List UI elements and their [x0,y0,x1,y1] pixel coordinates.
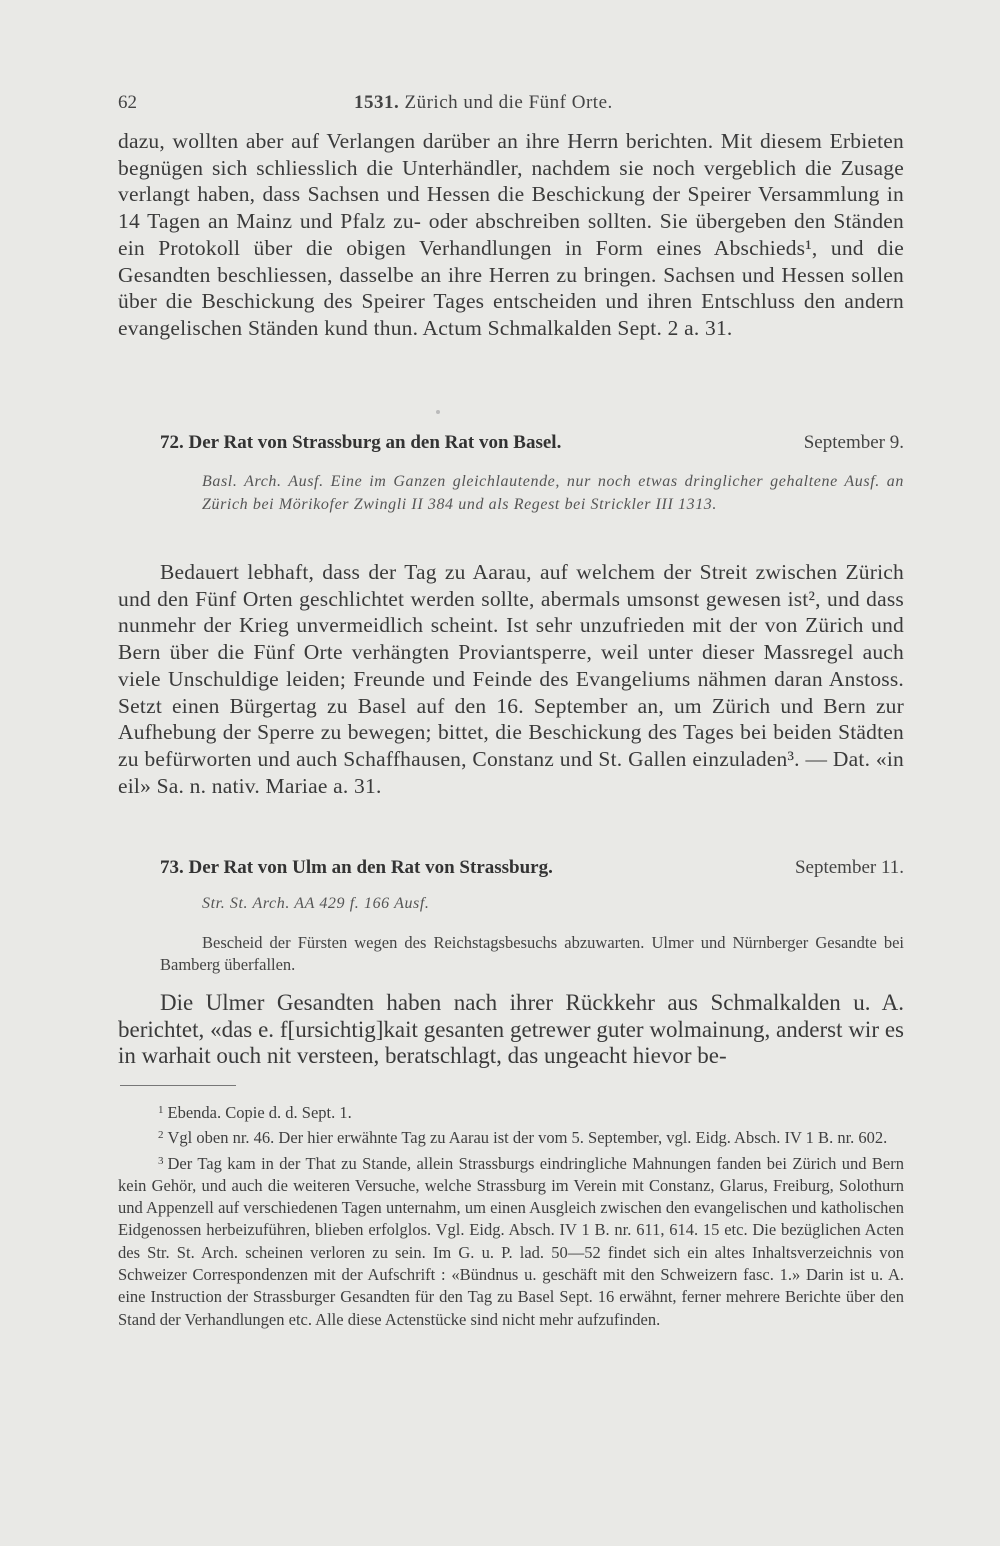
page-number: 62 [118,92,137,113]
footnote-2-mark: 2 [158,1129,164,1142]
document-72-source: Basl. Arch. Ausf. Eine im Ganzen gleichlautende, nur noch etwas dringlicher gehaltene Ausf. an Zürich bei Mörikofer Zwingli II 384 und als Regest bei Strickler III 1313. [202,473,904,513]
footnote-1 [118,1099,904,1124]
document-73-heading [160,857,904,885]
header-title: Zürich und die Fünf Orte. [404,92,613,113]
footnote-1-text: Ebenda. Copie d. d. Sept. 1. [167,1103,352,1122]
document-72-heading [160,432,904,460]
footnote-2-text: Vgl oben nr. 46. Der hier erwähnte Tag zu Aarau ist der vom 5. September, vgl. Eidg. Absch. IV 1 B. nr. 602. [167,1128,888,1148]
document-73-source: Str. St. Arch. AA 429 f. 166 Ausf. [202,895,430,912]
document-72-text: Bedauert lebhaft, dass der Tag zu Aarau, auf welchem der Streit zwischen Zürich und den Fünf Orten geschlichtet werden sollte, abermals umsonst gewesen ist², und dass nunmehr der Krieg unvermeidlich scheint. Ist sehr unzufrieden mit der von Zürich und Bern über die Fünf Orte verhängten Proviantsperre, weil unter dieser Massregel auch viele Unschuldige leiden; Freunde und Feinde des Evangeliums nähmen daran Anstoss. Setzt einen Bürgertag zu Basel auf den 16. September an, um Zürich und Bern zur Aufhebung der Sperre zu bewegen; bittet, die Beschickung des Tages bei beiden Städten zu befürworten und auch Schaffhausen, Constanz und St. Gallen einzuladen³. — Dat. «in eil» Sa. n. nativ. Mariae a. 31. [118,560,904,798]
document-73-regest: Bescheid der Fürsten wegen des Reichstagsbesuchs abzuwarten. Ulmer und Nürnberger Gesandte bei Bamberg überfallen. [160,933,904,974]
footnote-1-mark: 1 [158,1104,164,1116]
footnote-3 [118,1150,904,1331]
document-73-date: September 11. [794,857,904,878]
footnotes [118,1099,904,1331]
document-73-text: Die Ulmer Gesandten haben nach ihrer Rückkehr aus Schmalkalden u. A. berichtet, «das e. f[ursichtig]kait gesanten getrewer guter wolmainung, anderst wir es in warhait ouch nit versteen, beratschlagt, das ungeacht hievor be- [118,990,904,1069]
footnote-rule [120,1085,236,1086]
document-72-title: Der Rat von Strassburg an den Rat von Basel. [188,432,562,453]
header-year: 1531. [354,92,400,113]
running-title [354,92,613,114]
intro-paragraph: dazu, wollten aber auf Verlangen darüber an ihre Herrn berichten. Mit diesem Erbieten begnügen sich schliesslich die Unterhändler, nachdem sie noch vergeblich die Zusage verlangt haben, dass Sachsen und Hessen die Beschickung der Speirer Versammlung in 14 Tagen an Mainz und Pfalz zu- oder abschreiben sollten. Sie übergeben den Ständen ein Protokoll über die obigen Verhandlungen in Form eines Abschieds¹, und die Gesandten beschliessen, dasselbe an ihre Herren zu bringen. Sachsen und Hessen sollen über die Beschickung des Speirer Tages entscheiden und ihren Entschluss den andern evangelischen Ständen kund thun. Actum Schmalkalden Sept. 2 a. 31. [118,129,904,340]
document-72-date: September 9. [803,432,904,453]
document-72-number: 72. [160,432,184,453]
footnote-3-mark: 3 [158,1154,164,1167]
document-73-number: 73. [160,857,184,878]
document-73-title: Der Rat von Ulm an den Rat von Strassburg. [188,857,553,878]
footnote-2 [118,1124,904,1149]
footnote-3-text: Der Tag kam in der That zu Stande, allein Strassburgs eindringliche Mahnungen fanden bei Zürich und Bern kein Gehör, und auch die weiteren Versuche, welche Strassburg im Verein mit Constanz, Glarus, Freiburg, Solothurn und Appenzell auf verschiedenen Tagen unternahm, um einen Ausgleich zwischen den evangelischen und katholischen Eidgenossen herbeizuführen, blieben erfolglos. Vgl. Eidg. Absch. IV 1 B. nr. 611, 614. 15 etc. Die bezüglichen Acten des Str. St. Arch. scheinen verloren zu sein. Im G. u. P. lad. 50—52 findet sich ein altes Inhaltsverzeichnis von Schweizer Correspondenzen mit der Aufschrift : «Bündnus u. geschäft mit den Schweizern fasc. 1.» Darin ist u. A. eine Instruction der Strassburger Gesandten für den Tag zu Basel Sept. 16 erwähnt, ferner mehrere Berichte über den Stand der Verhandlungen etc. Alle diese Actenstücke sind nicht mehr aufzufinden. [118,1153,904,1329]
page-speck [436,410,440,414]
running-header [118,92,904,120]
